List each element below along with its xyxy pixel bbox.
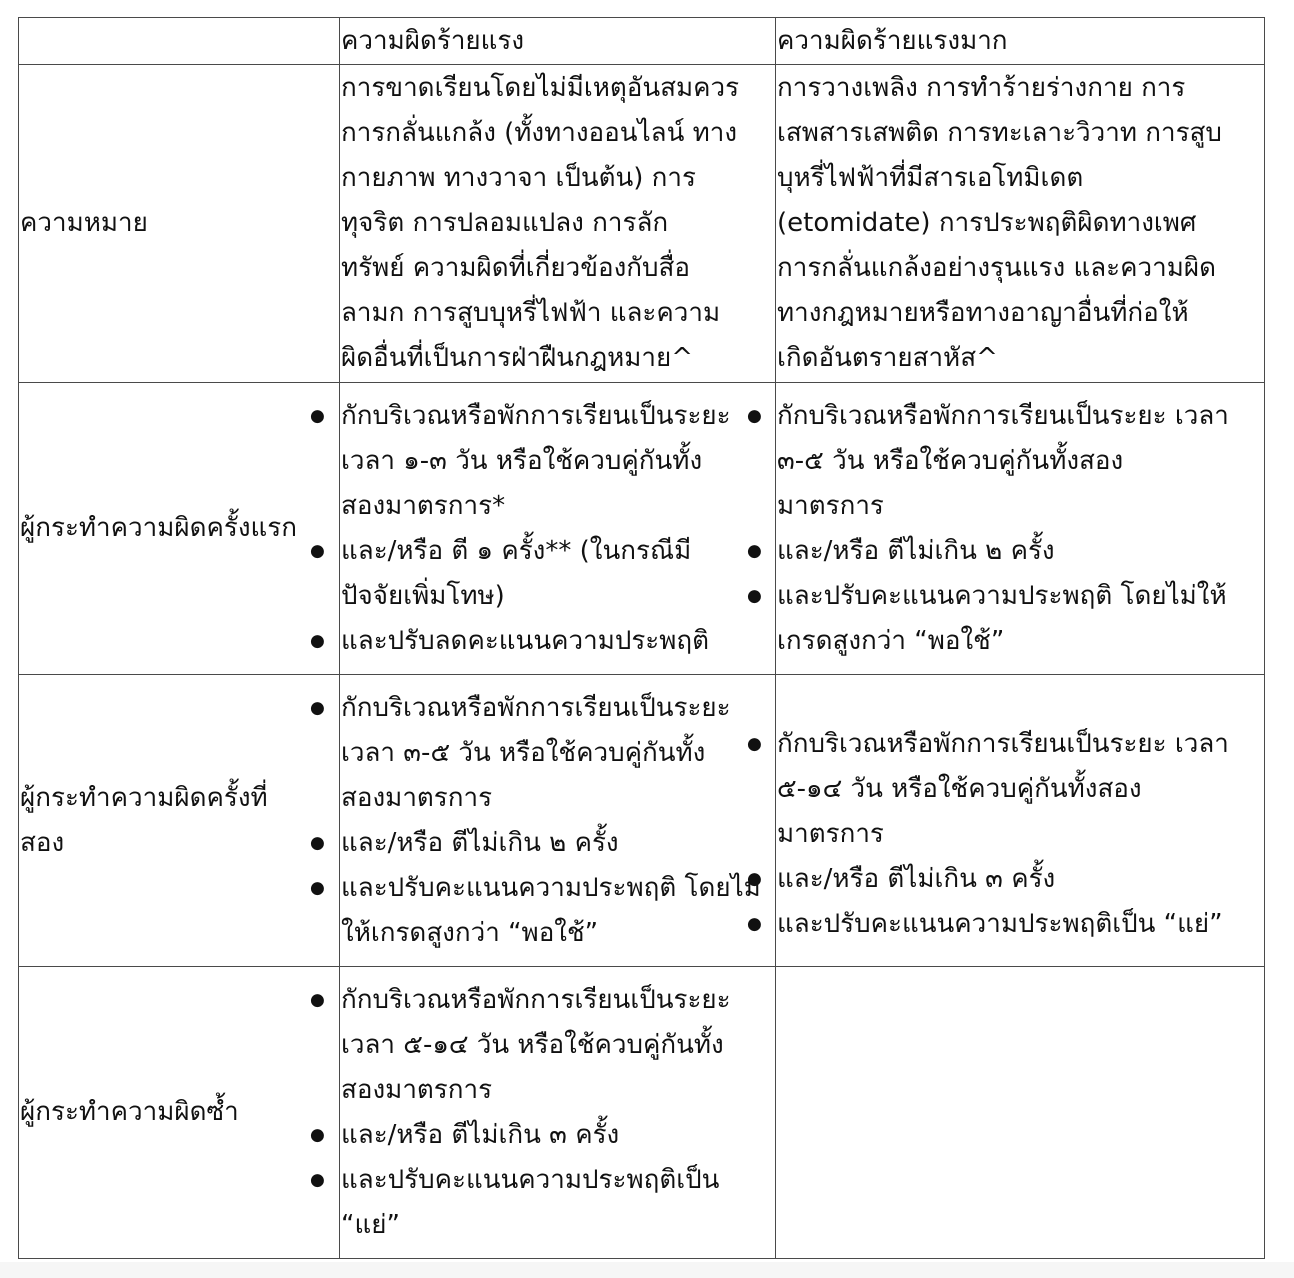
first-offense-very-serious-cell bbox=[776, 383, 1265, 675]
penalty-list-item: ● กักบริเวณหรือพักการเรียนเป็นระยะ เวลา ๕-๑๔ วัน หรือใช้ควบคู่กันทั้งสอง มาตรการ bbox=[777, 722, 1264, 857]
penalty-table bbox=[18, 17, 1265, 1259]
header-cell-empty bbox=[19, 18, 340, 65]
penalty-list-item: ● และ/หรือ ตีไม่เกิน ๓ ครั้ง bbox=[777, 857, 1264, 902]
header-label-very-serious: ความผิดร้ายแรงมาก bbox=[777, 25, 1008, 56]
penalty-list bbox=[340, 394, 775, 664]
repeat-offense-very-serious-cell bbox=[776, 967, 1265, 1259]
penalty-list-item: ● และปรับคะแนนความประพฤติ โดยไม่ให้ เกรดสูงกว่า “พอใช้” bbox=[777, 574, 1264, 664]
definition-very-serious-text: การวางเพลิง การทำร้ายร่างกาย การ เสพสารเสพติด การทะเลาะวิวาท การสูบ บุหรี่ไฟฟ้าที่มีสารเอโทมิเดต (etomidate) การประพฤติผิดทางเพศ การกลั่นแกล้งอย่างรุนแรง และความผิด ทางกฎหมายหรือทางอาญาอื่นที่ก่อให้ เกิดอันตรายสาหัส^ bbox=[777, 73, 1222, 373]
table-header-row bbox=[19, 18, 1265, 65]
penalty-list-item: ● และปรับคะแนนความประพฤติเป็น “แย่” bbox=[341, 1158, 775, 1248]
repeat-offense-serious-cell bbox=[340, 967, 776, 1259]
row-label-cell bbox=[19, 383, 340, 675]
table-row bbox=[19, 967, 1265, 1259]
penalty-list-item: ● และปรับคะแนนความประพฤติ โดยไม่ ให้เกรดสูงกว่า “พอใช้” bbox=[341, 866, 775, 956]
penalty-list-item: ● กักบริเวณหรือพักการเรียนเป็นระยะ เวลา ๑-๓ วัน หรือใช้ควบคู่กันทั้ง สองมาตรการ* bbox=[341, 394, 775, 529]
penalty-list-item: ● กักบริเวณหรือพักการเรียนเป็นระยะ เวลา ๕-๑๔ วัน หรือใช้ควบคู่กันทั้ง สองมาตรการ bbox=[341, 978, 775, 1113]
penalty-list bbox=[340, 978, 775, 1248]
penalty-list-item: ● และ/หรือ ตีไม่เกิน ๒ ครั้ง bbox=[341, 821, 775, 866]
penalty-list-item: ● และ/หรือ ตีไม่เกิน ๓ ครั้ง bbox=[341, 1113, 775, 1158]
row-label-cell bbox=[19, 65, 340, 383]
penalty-list-item: ● และ/หรือ ตี ๑ ครั้ง** (ในกรณีมี ปัจจัยเพิ่มโทษ) bbox=[341, 529, 775, 619]
first-offense-serious-cell bbox=[340, 383, 776, 675]
table-row bbox=[19, 383, 1265, 675]
header-cell-serious bbox=[340, 18, 776, 65]
penalty-list-item: ● และ/หรือ ตีไม่เกิน ๒ ครั้ง bbox=[777, 529, 1264, 574]
row-label: ผู้กระทำความผิดซ้ำ bbox=[20, 1097, 239, 1127]
page-bottom-band bbox=[0, 1262, 1294, 1278]
row-label-cell bbox=[19, 967, 340, 1259]
header-cell-very-serious bbox=[776, 18, 1265, 65]
definition-very-serious-cell bbox=[776, 65, 1265, 383]
row-label-cell bbox=[19, 675, 340, 967]
definition-serious-cell bbox=[340, 65, 776, 383]
table-row bbox=[19, 65, 1265, 383]
penalty-list bbox=[776, 722, 1264, 947]
second-offense-serious-cell bbox=[340, 675, 776, 967]
table-row bbox=[19, 675, 1265, 967]
penalty-list-item: ● กักบริเวณหรือพักการเรียนเป็นระยะ เวลา ๓-๕ วัน หรือใช้ควบคู่กันทั้งสอง มาตรการ bbox=[777, 394, 1264, 529]
row-label: ผู้กระทำความผิดครั้งแรก bbox=[20, 513, 298, 543]
second-offense-very-serious-cell bbox=[776, 675, 1265, 967]
row-label: ผู้กระทำความผิดครั้งที่ สอง bbox=[20, 782, 268, 858]
penalty-list-item: ● และปรับลดคะแนนความประพฤติ bbox=[341, 619, 775, 664]
penalty-list bbox=[776, 394, 1264, 664]
penalty-list bbox=[340, 686, 775, 956]
penalty-list-item: ● และปรับคะแนนความประพฤติเป็น “แย่” bbox=[777, 902, 1264, 947]
header-label-serious: ความผิดร้ายแรง bbox=[341, 25, 525, 56]
penalty-list-item: ● กักบริเวณหรือพักการเรียนเป็นระยะ เวลา ๓-๕ วัน หรือใช้ควบคู่กันทั้ง สองมาตรการ bbox=[341, 686, 775, 821]
definition-serious-text: การขาดเรียนโดยไม่มีเหตุอันสมควร การกลั่นแกล้ง (ทั้งทางออนไลน์ ทาง กายภาพ ทางวาจา เป็นต้น) การ ทุจริต การปลอมแปลง การลัก ทรัพย์ ความผิดที่เกี่ยวข้องกับสื่อ ลามก การสูบบุหรี่ไฟฟ้า และความ ผิดอื่นที่เป็นการฝ่าฝืนกฎหมาย^ bbox=[341, 73, 740, 373]
row-label: ความหมาย bbox=[20, 208, 148, 238]
